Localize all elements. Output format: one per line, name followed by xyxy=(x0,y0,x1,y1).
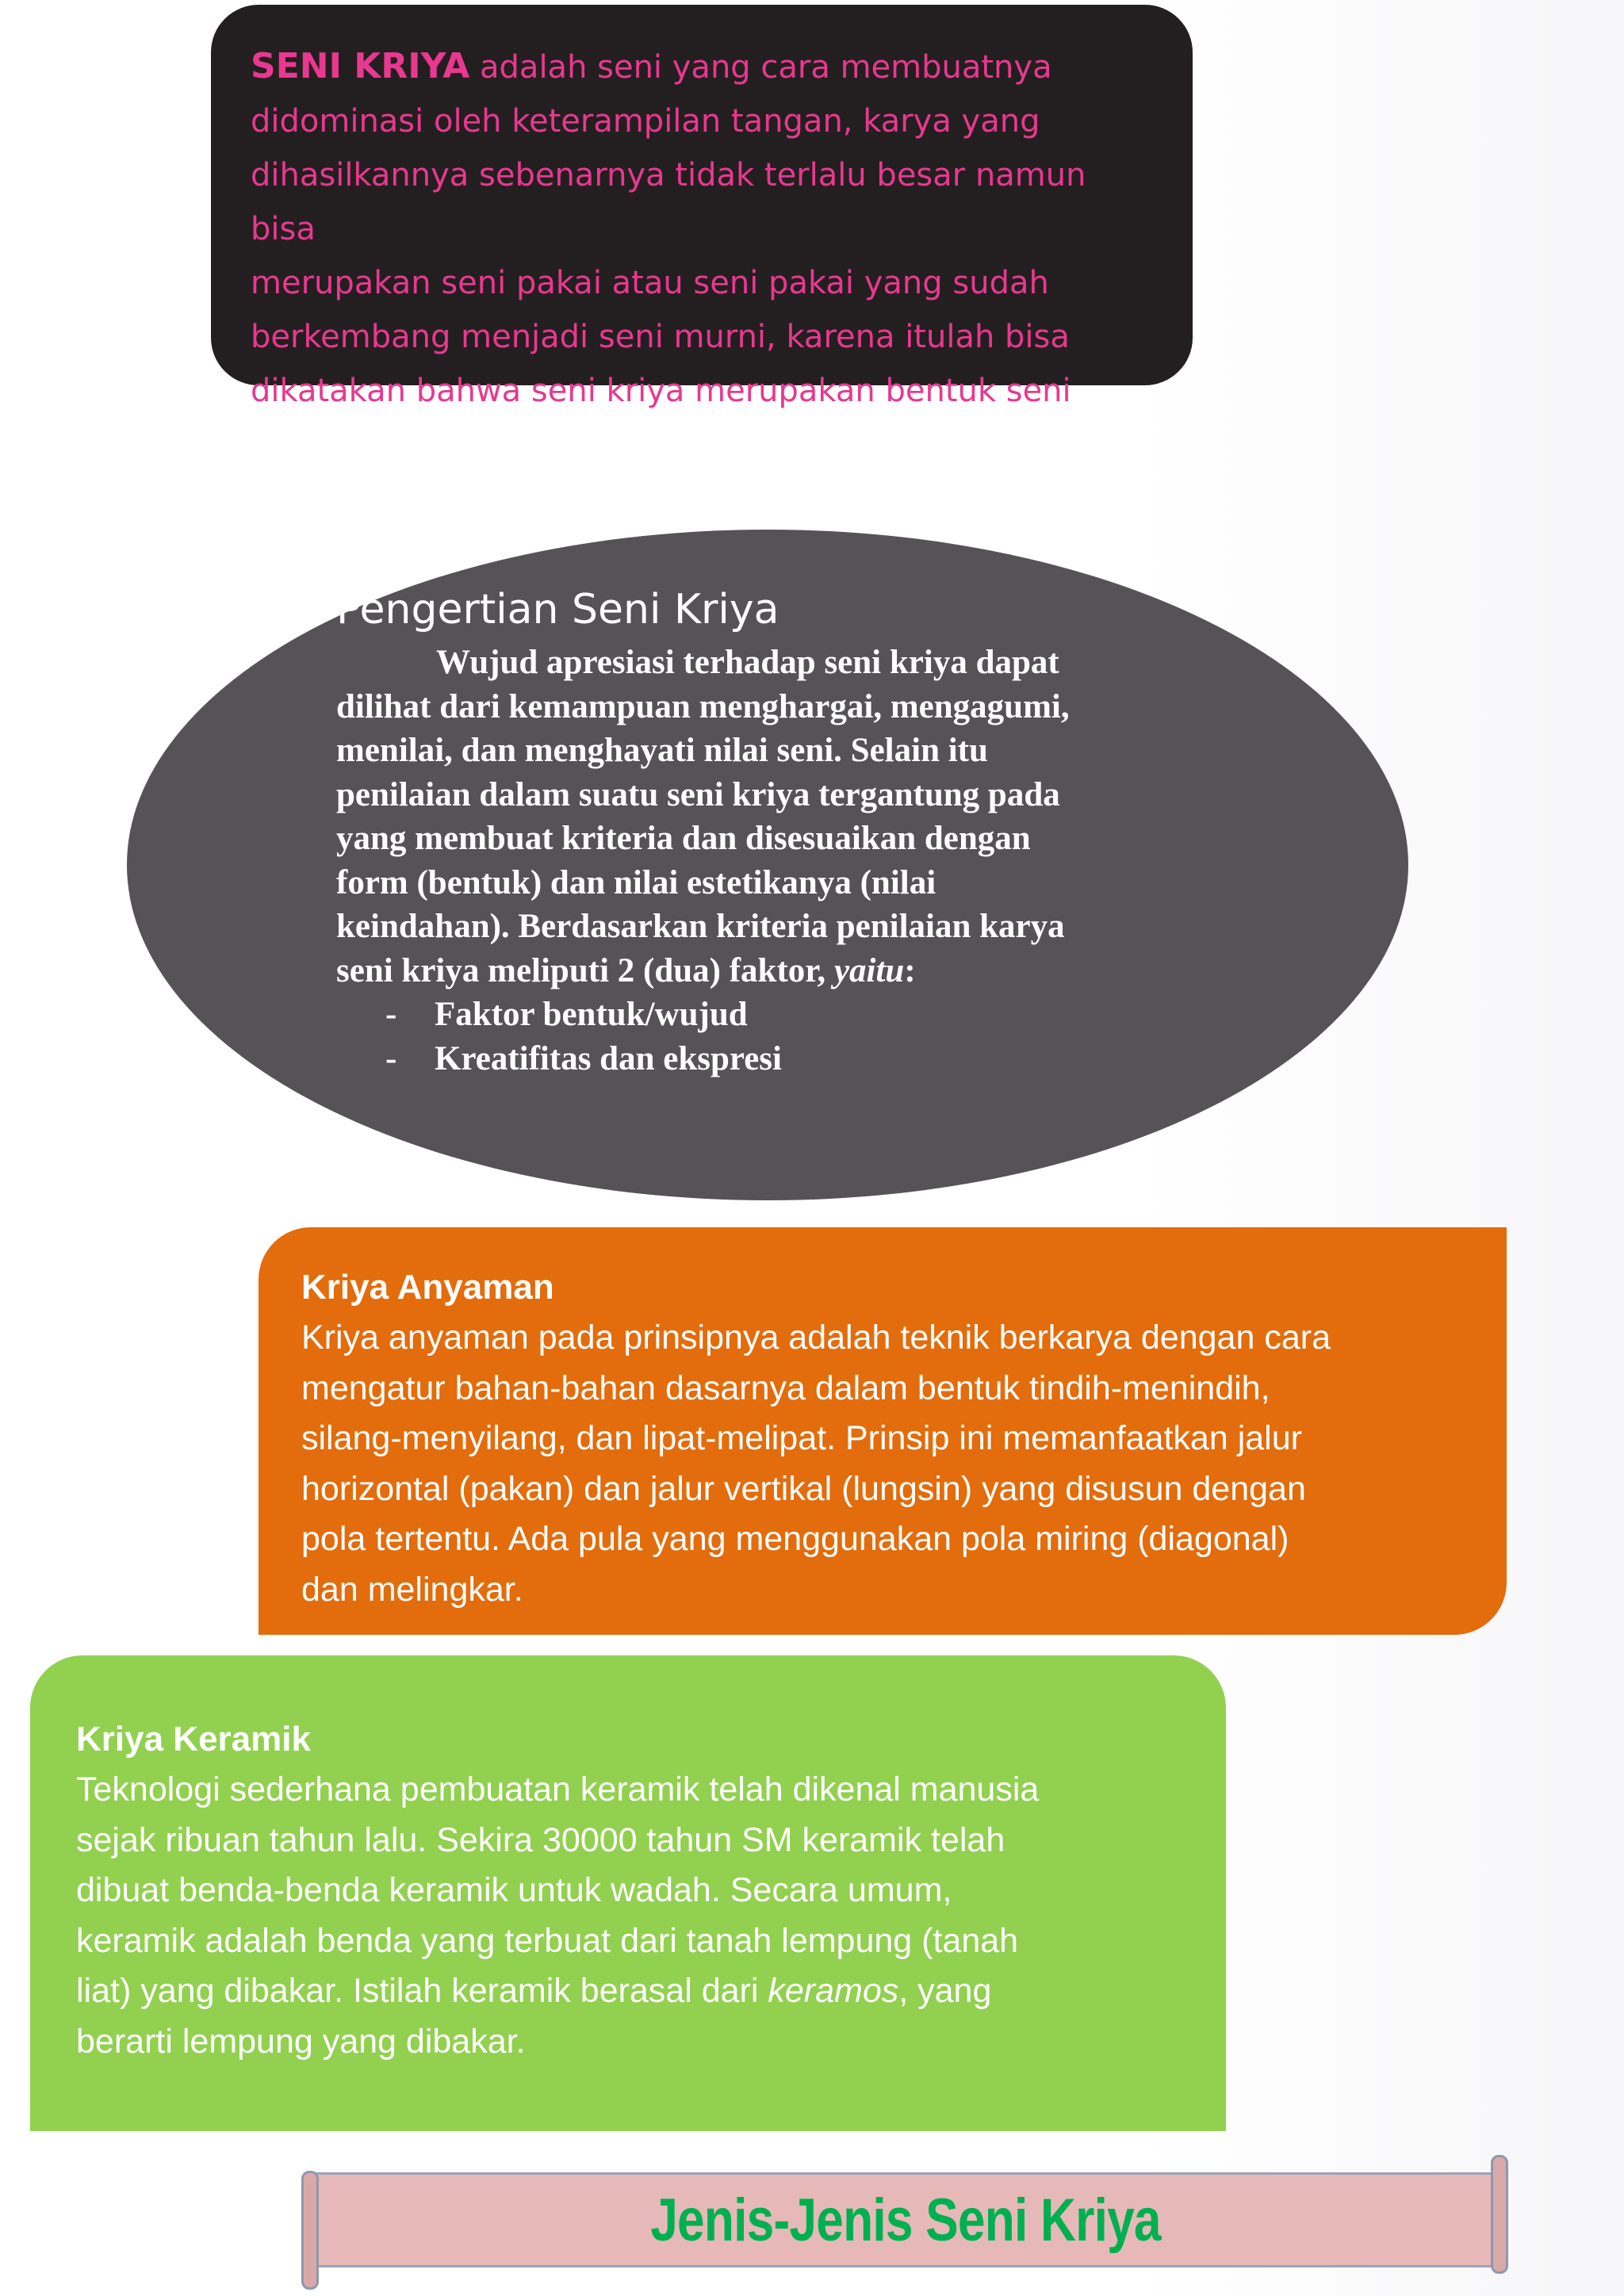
anyaman-line-1: Kriya anyaman pada prinsipnya adalah teknik berkarya dengan cara xyxy=(301,1318,1331,1357)
intro-line-5: berkembang menjadi seni murni, karena itulah bisa xyxy=(251,319,1070,355)
anyaman-line-5: pola tertentu. Ada pula yang menggunakan pola miring (diagonal) xyxy=(301,1520,1289,1558)
anyaman-title: Kriya Anyaman xyxy=(301,1268,554,1307)
intro-line-3: dihasilkannya sebenarnya tidak terlalu besar namun bisa xyxy=(251,157,1086,247)
intro-line-1: SENI KRIYA adalah seni yang cara membuatnya xyxy=(251,46,1052,86)
anyaman-box xyxy=(259,1227,1507,1635)
banner-scroll-left xyxy=(301,2171,319,2290)
intro-line-4: merupakan seni pakai atau seni pakai yang sudah xyxy=(251,265,1049,301)
intro-box xyxy=(211,5,1193,409)
keramik-line-1: Teknologi sederhana pembuatan keramik telah dikenal manusia xyxy=(76,1770,1040,1808)
keramik-line-4: keramik adalah benda yang terbuat dari tanah lempung (tanah xyxy=(76,1921,1019,1960)
definition-line-8: seni kriya meliputi 2 (dua) faktor, yaitu: xyxy=(336,951,916,989)
definition-bullet-2: - Kreatifitas dan ekspresi xyxy=(385,1039,782,1077)
definition-line-7: keindahan). Berdasarkan kriteria penilaian karya xyxy=(336,908,1065,945)
keramik-line-2: sejak ribuan tahun lalu. Sekira 30000 tahun SM keramik telah xyxy=(76,1820,1005,1859)
definition-line-3: menilai, dan menghayati nilai seni. Selain itu xyxy=(336,732,988,769)
anyaman-line-2: mengatur bahan-bahan dasarnya dalam bentuk tindih-menindih, xyxy=(301,1368,1270,1407)
intro-line-6: dikatakan bahwa seni kriya merupakan bentuk seni xyxy=(251,373,1071,409)
definition-bullet-1: - Faktor bentuk/wujud xyxy=(385,996,748,1033)
definition-content xyxy=(336,579,1177,1081)
anyaman-line-6: dan melingkar. xyxy=(301,1570,523,1609)
anyaman-line-4: horizontal (pakan) dan jalur vertikal (lungsin) yang disusun dengan xyxy=(301,1469,1306,1508)
definition-line-1: Wujud apresiasi terhadap seni kriya dapat xyxy=(436,644,1059,681)
definition-line-4: penilaian dalam suatu seni kriya tergantung pada xyxy=(336,775,1060,813)
definition-line-2: dilihat dari kemampuan menghargai, mengagumi, xyxy=(336,687,1070,725)
keramik-line-5: liat) yang dibakar. Istilah keramik berasal dari keramos, yang xyxy=(76,1972,992,2010)
definition-line-5: yang membuat kriteria dan disesuaikan dengan xyxy=(336,820,1031,857)
definition-line-6: form (bentuk) dan nilai estetikanya (nilai xyxy=(336,863,936,901)
anyaman-line-3: silang-menyilang, dan lipat-melipat. Prinsip ini memanfaatkan jalur xyxy=(301,1419,1302,1457)
keramik-title: Kriya Keramik xyxy=(76,1720,311,1758)
intro-lead: SENI KRIYA xyxy=(251,46,470,86)
banner-title: Jenis-Jenis Seni Kriya xyxy=(650,2186,1161,2254)
keramik-line-6: berarti lempung yang dibakar. xyxy=(76,2022,526,2061)
intro-line-2: didominasi oleh keterampilan tangan, karya yang xyxy=(251,103,1040,140)
banner-scroll-right xyxy=(1491,2155,1508,2274)
definition-title: Pengertian Seni Kriya xyxy=(336,586,779,633)
keramik-box xyxy=(30,1655,1226,2131)
keramik-line-3: dibuat benda-benda keramik untuk wadah. Secara umum, xyxy=(76,1871,952,1909)
